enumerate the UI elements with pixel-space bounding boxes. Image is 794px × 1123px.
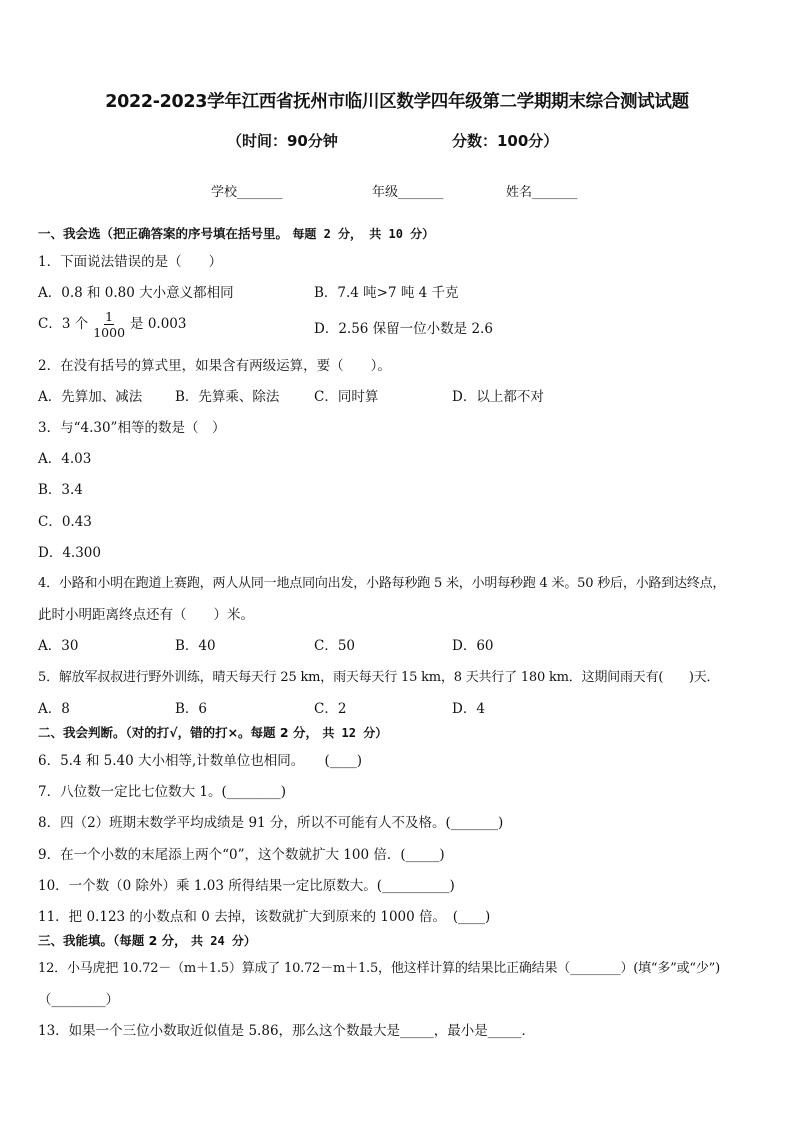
grade-field: 年级_______	[372, 185, 444, 200]
question-2-option-b: B．先算乘、除法	[175, 389, 280, 405]
question-2-stem: 2．在没有括号的算式里，如果含有两级运算，要（ ）。	[38, 358, 391, 374]
question-5-option-b: B．6	[175, 701, 208, 717]
page-title: 2022-2023学年江西省抚州市临川区数学四年级第二学期期末综合测试试题	[105, 92, 689, 112]
question-5-stem: 5．解放军叔叔进行野外训练，晴天每天行 25 km，雨天每天行 15 km，8 天共行了 180 km．这期间雨天有( )天．	[38, 670, 720, 685]
question-6: 6．5.4 和 5.40 大小相等,计数单位也相同。 (____)	[38, 753, 363, 769]
question-4-option-b: B．40	[175, 638, 216, 654]
question-4-stem-line-1: 4．小路和小明在跑道上赛跑，两人从同一地点同向出发，小路每秒跑 5 米，小明每秒跑 4 米。50 秒后，小路到达终点，	[38, 576, 726, 591]
question-8: 8．四（2）班期末数学平均成绩是 91 分，所以不可能有人不及格。(_______)	[38, 815, 504, 831]
question-1-option-b: B．7.4 吨>7 吨 4 千克	[314, 285, 459, 301]
question-3-option-d: D．4.300	[38, 545, 101, 561]
question-2-option-d: D．以上都不对	[452, 389, 544, 405]
question-1-option-a: A．0.8 和 0.80 大小意义都相同	[38, 285, 234, 301]
question-5-option-c: C．2	[314, 701, 347, 717]
section-3-heading	[38, 931, 256, 949]
question-5-option-d: D．4	[452, 701, 485, 717]
question-12-line-1: 12．小马虎把 10.72－（m＋1.5）算成了 10.72－m＋1.5，他这样计算的结果比正确结果（________）(填“多”或“少”)	[38, 961, 720, 976]
exam-score: 分数：100分）	[452, 132, 559, 150]
question-2-option-a: A．先算加、减法	[38, 389, 143, 405]
section-3-title: 三、我能填。（每题 2 分，	[38, 933, 187, 948]
question-1-option-c	[38, 309, 186, 340]
question-9: 9．在一个小数的末尾添上两个“0”，这个数就扩大 100 倍．(_____)	[38, 847, 445, 863]
section-2-title: 二、我会判断。（对的打√，错的打×。每题 2 分，	[38, 725, 318, 740]
section-1-heading	[38, 224, 434, 242]
question-7: 7．八位数一定比七位数大 1。(________)	[38, 784, 287, 800]
fraction	[92, 309, 126, 340]
option-c-suffix: 是 0.003	[130, 316, 187, 332]
fraction-numerator: 1	[105, 309, 114, 324]
question-2-option-c: C．同时算	[314, 389, 379, 405]
question-3-option-c: C．0.43	[38, 514, 92, 530]
question-3-option-b: B．3.4	[38, 482, 83, 498]
exam-time: （时间：90分钟	[227, 132, 338, 150]
school-field: 学校_______	[211, 185, 283, 200]
section-3-points: 共 24 分）	[191, 934, 256, 948]
question-1-stem: 1．下面说法错误的是（ ）	[38, 254, 223, 270]
question-13: 13．如果一个三位小数取近似值是 5.86，那么这个数最大是_____，最小是_____．	[38, 1023, 536, 1039]
section-2-points: 共 12 分）	[322, 726, 388, 740]
question-4-option-d: D．60	[452, 638, 494, 654]
question-1-option-d: D．2.56 保留一位小数是 2.6	[314, 321, 493, 337]
fraction-denominator: 1000	[93, 325, 126, 340]
section-1-points: 每题 2 分， 共 10 分）	[292, 227, 435, 241]
question-3-option-a: A．4.03	[38, 451, 92, 467]
question-12-line-2: （________）	[38, 992, 119, 1008]
question-5-option-a: A．8	[38, 701, 70, 717]
question-11: 11．把 0.123 的小数点和 0 去掉，该数就扩大到原来的 1000 倍。 (____)	[38, 909, 491, 925]
option-c-prefix: C．3 个	[38, 316, 89, 332]
section-1-title: 一、我会选（把正确答案的序号填在括号里。	[38, 226, 289, 241]
question-3-stem: 3．与“4.30”相等的数是（ ）	[38, 420, 226, 436]
section-2-heading	[38, 723, 387, 741]
question-4-option-a: A．30	[38, 638, 79, 654]
name-field: 姓名_______	[506, 185, 578, 200]
question-4-option-c: C．50	[314, 638, 356, 654]
question-4-stem-line-2: 此时小明距离终点还有（ ）米。	[38, 607, 254, 623]
question-10: 10．一个数（0 除外）乘 1.03 所得结果一定比原数大。(__________)	[38, 878, 455, 894]
